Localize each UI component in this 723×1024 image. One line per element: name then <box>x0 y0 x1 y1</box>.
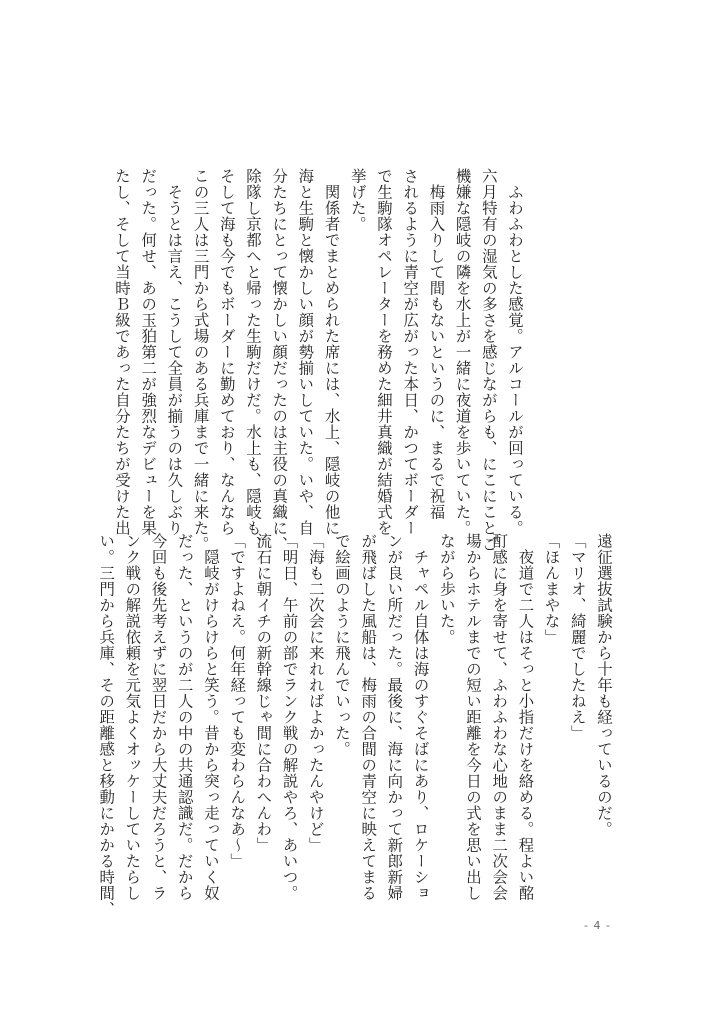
text-line: チャペル自体は海のすぐそばにあり、ロケーショ <box>411 533 430 901</box>
text-line: 梅雨入りして間もないというのに、まるで祝福 <box>427 168 446 520</box>
text-line: 夜道で二人はそっと小指だけを絡める。程よい酩 <box>516 533 535 901</box>
text-line: 遠征選抜試験から十年も経っているのだ。 <box>595 533 613 837</box>
text-line: 「マリオ、綺麗でしたねえ」 <box>568 533 587 741</box>
text-line: ンク戦の解説依頼を元気よくオッケーしていたらし <box>123 533 142 901</box>
text-line: ながら歩いた。 <box>437 533 456 645</box>
text-line: で生駒隊オペレーターを務めた細井真織が結婚式を <box>374 168 393 536</box>
text-line: 六月特有の湿気の多さを感じながらも、にこにことご <box>479 168 498 552</box>
page-number: - 4 - <box>584 919 611 932</box>
text-line: 挙げた。 <box>348 168 367 232</box>
text-line: が飛ばした風船は、梅雨の合間の青空に映えてまる <box>359 533 378 901</box>
text-line: そうとは言え、こうして全員が揃うのは久しぶり <box>165 168 184 536</box>
text-line: 今回も後先考えずに翌日だから大丈夫だろうと、ラ <box>149 533 168 901</box>
text-line: 分たちにとって懐かしい顔だったのは主役の真織に、 <box>270 168 289 552</box>
text-line: 「海も二次会に来れればよかったんやけど」 <box>306 533 325 853</box>
text-line: そして海も今でもボーダーに勤めており、なんなら <box>217 168 236 536</box>
text-line: 機嫌な隠岐の隣を水上が一緒に夜道を歩いていた。 <box>453 168 472 536</box>
text-line: 「明日、午前の部でランク戦の解説やろ、あいつ。 <box>280 533 299 901</box>
text-line: 海と生駒と懐かしい顔が勢揃いしていた。いや、自 <box>296 168 315 536</box>
text-line: 場からホテルまでの短い距離を今日の式を思い出し <box>463 533 482 901</box>
text-line: い。三門から兵庫、その距離感と移動にかかる時間、 <box>97 533 116 917</box>
text-line: 除隊し京都へと帰った生駒だけだ。水上も、隠岐も、 <box>243 168 262 552</box>
text-line: だった。何せ、あの玉狛第二が強烈なデビューを果 <box>139 168 158 536</box>
text-line: 酊感に身を寄せて、ふわふわな心地のまま二次会会 <box>490 533 509 901</box>
text-line: 「ですよねえ。何年経っても変わらんなあ～」 <box>228 533 247 869</box>
text-line: されるように青空が広がった本日、かつてボーダー <box>401 168 420 536</box>
text-line: だった、というのが二人の中の共通認識だ。だから <box>175 533 194 901</box>
text-line: ンが良い所だった。最後に、海に向かって新郎新婦 <box>385 533 404 901</box>
lower-text-block <box>93 533 617 917</box>
text-line: ふわふわとした感覚。アルコールが回っている。 <box>506 168 524 536</box>
text-line: 流石に朝イチの新幹線じゃ間に合わへんわ」 <box>254 533 273 853</box>
text-line: 関係者でまとめられた席には、水上、隠岐の他に <box>322 168 341 536</box>
text-line: この三人は三門から式場のある兵庫まで一緒に来た。 <box>191 168 210 552</box>
text-line: で絵画のように飛んでいった。 <box>332 533 351 757</box>
text-line: 隠岐がけらけらと笑う。昔から突っ走っていく奴 <box>201 533 220 901</box>
text-line: 「ほんまやな」 <box>542 533 561 645</box>
text-line: たし、そして当時Ｂ級であった自分たちが受けた出 <box>112 168 131 536</box>
upper-text-block <box>109 168 528 552</box>
